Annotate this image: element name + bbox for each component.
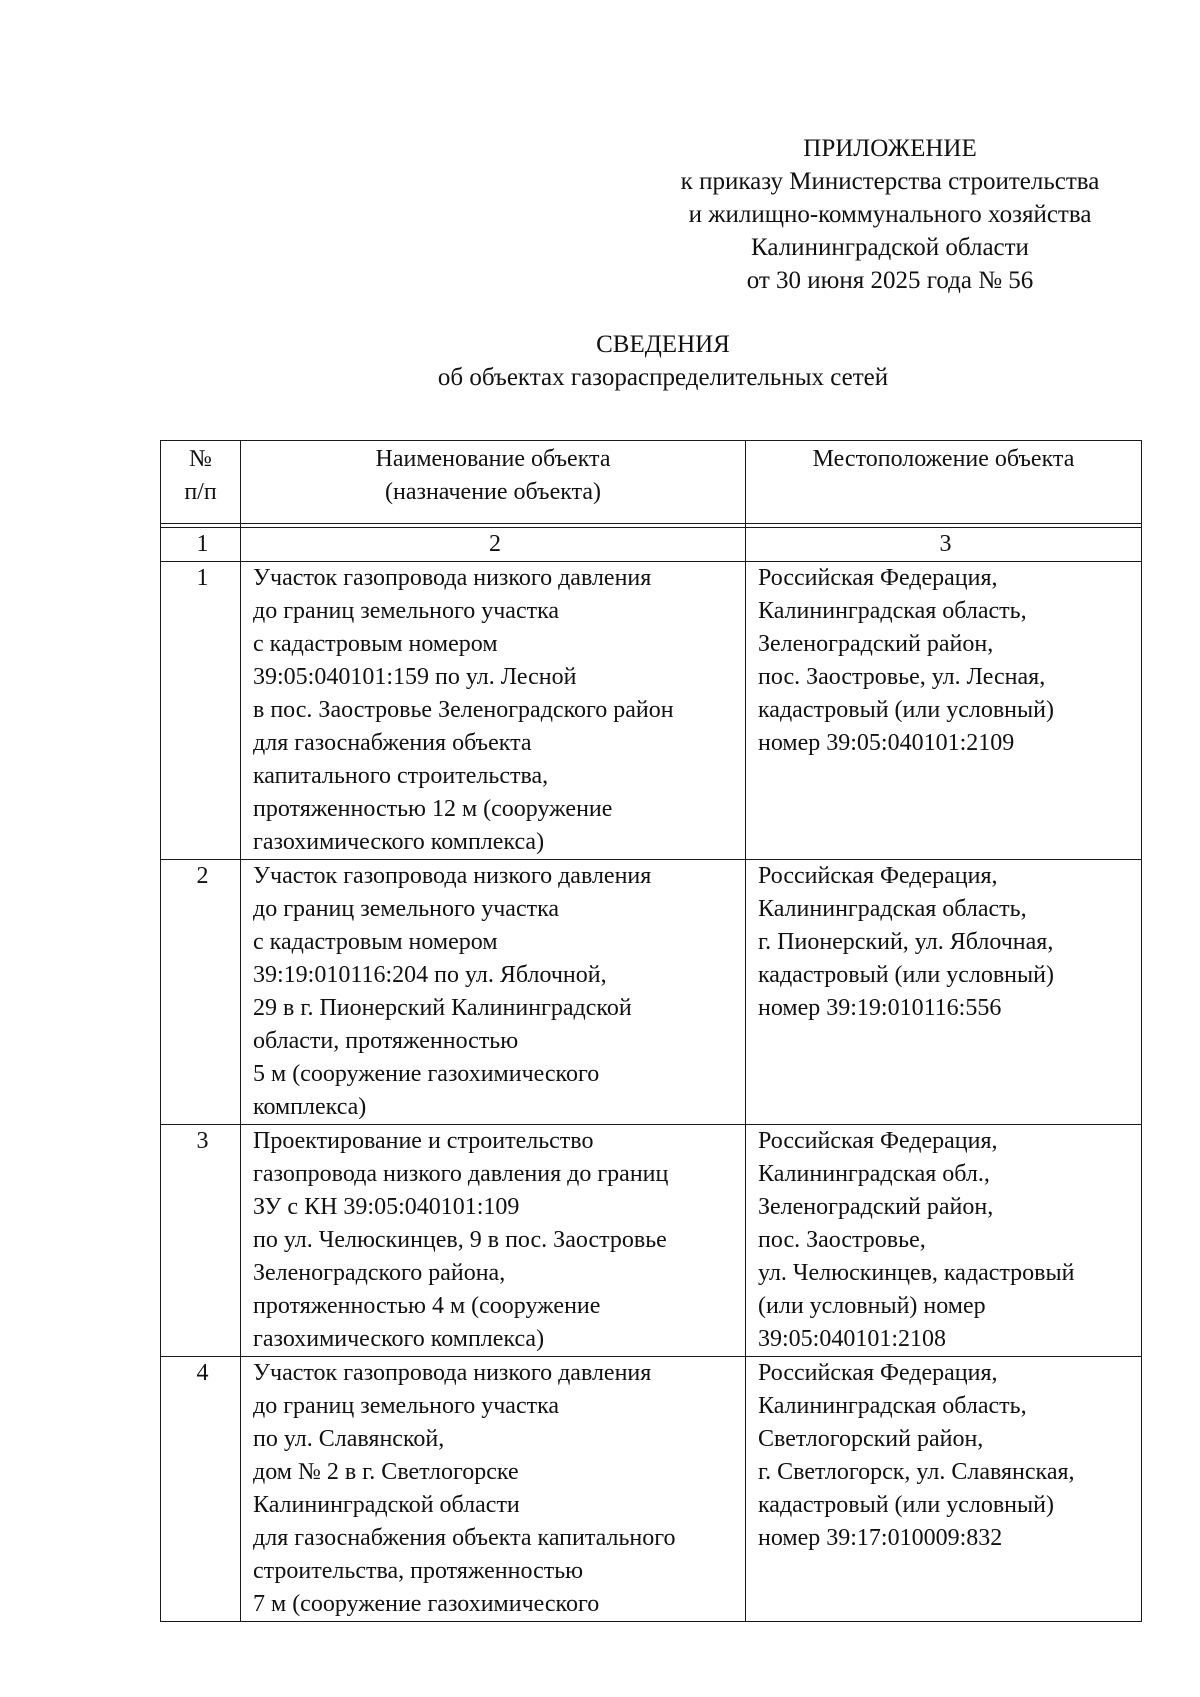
column-header-number: № п/п	[161, 441, 241, 524]
appendix-line: и жилищно-коммунального хозяйства	[688, 201, 1092, 228]
column-number: 3	[746, 528, 1142, 562]
table-row	[161, 1357, 1142, 1622]
object-location-cell: Российская Федерация, Калининградская область, г. Пионерский, ул. Яблочная, кадастровый (или условный) номер 39:19:010116:556	[746, 860, 1142, 1125]
row-number: 1	[161, 562, 241, 860]
objects-table	[160, 440, 1142, 1622]
appendix-header	[640, 132, 1140, 297]
table-row	[161, 1125, 1142, 1357]
row-number: 4	[161, 1357, 241, 1622]
appendix-line: к приказу Министерства строительства	[680, 168, 1100, 195]
object-name-cell: Участок газопровода низкого давления до границ земельного участка с кадастровым номером 39:19:010116:204 по ул. Яблочной, 29 в г. Пионерский Калининградской области, протяженностью 5 м (сооружение газохимического комплекса)	[241, 860, 746, 1125]
row-number: 2	[161, 860, 241, 1125]
table-header-row	[161, 441, 1142, 524]
object-name-cell: Проектирование и строительство газопровода низкого давления до границ ЗУ с КН 39:05:040101:109 по ул. Челюскинцев, 9 в пос. Заостровье Зеленоградского района, протяженностью 4 м (сооружение газохимического комплекса)	[241, 1125, 746, 1357]
column-number: 1	[161, 528, 241, 562]
column-header-name: Наименование объекта (назначение объекта)	[241, 441, 746, 524]
appendix-date-line: от 30 июня 2025 года № 56	[746, 267, 1034, 294]
appendix-line: Калининградской области	[751, 234, 1029, 261]
column-number: 2	[241, 528, 746, 562]
appendix-title: ПРИЛОЖЕНИЕ	[803, 135, 977, 162]
object-location-cell: Российская Федерация, Калининградская обл., Зеленоградский район, пос. Заостровье, ул. Челюскинцев, кадастровый (или условный) номер 39:05:040101:2108	[746, 1125, 1142, 1357]
row-number: 3	[161, 1125, 241, 1357]
document-title-sub: об объектах газораспределительных сетей	[437, 364, 889, 391]
table-row	[161, 860, 1142, 1125]
object-name-cell: Участок газопровода низкого давления до границ земельного участка по ул. Славянской, дом № 2 в г. Светлогорске Калининградской области для газоснабжения объекта капитального строительства, протяженностью 7 м (сооружение газохимического	[241, 1357, 746, 1622]
column-number-row	[161, 528, 1142, 562]
object-location-cell: Российская Федерация, Калининградская область, Зеленоградский район, пос. Заостровье, ул. Лесная, кадастровый (или условный) номер 39:05:040101:2109	[746, 562, 1142, 860]
column-header-location: Местоположение объекта	[746, 441, 1142, 524]
document-title-main: СВЕДЕНИЯ	[596, 331, 730, 358]
object-location-cell: Российская Федерация, Калининградская область, Светлогорский район, г. Светлогорск, ул. Славянская, кадастровый (или условный) номер 39:17:010009:832	[746, 1357, 1142, 1622]
document-title	[0, 328, 1200, 394]
object-name-cell: Участок газопровода низкого давления до границ земельного участка с кадастровым номером 39:05:040101:159 по ул. Лесной в пос. Заостровье Зеленоградского район для газоснабжения объекта капитального строительства, протяженностью 12 м (сооружение газохимического комплекса)	[241, 562, 746, 860]
table-row	[161, 562, 1142, 860]
